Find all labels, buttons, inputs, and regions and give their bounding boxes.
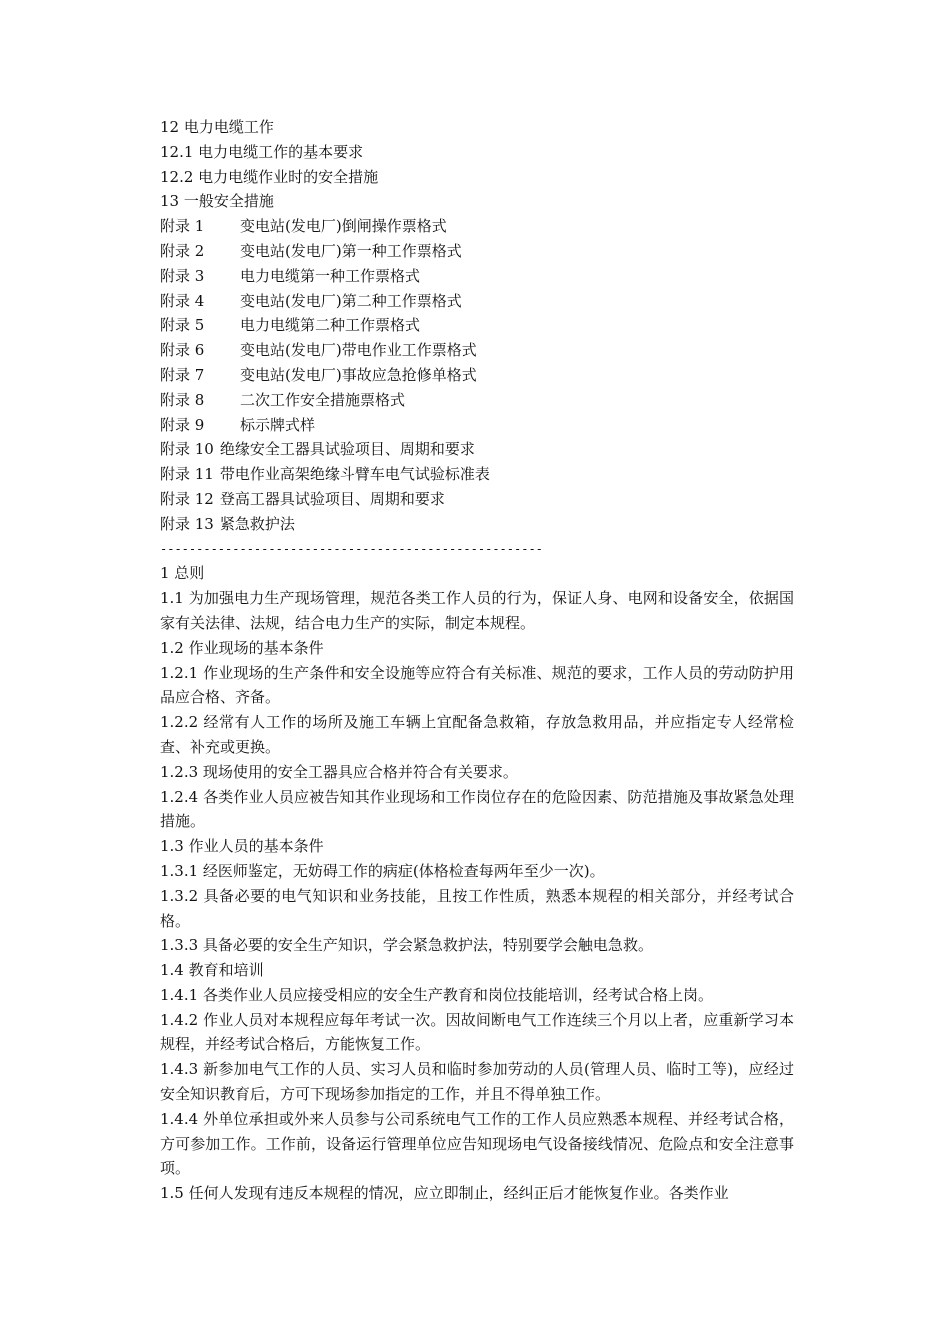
appendix-item	[160, 363, 794, 388]
heading-line: 1 总则	[160, 564, 205, 583]
appendix-item	[160, 487, 794, 512]
appendix-title: 绝缘安全工器具试验项目、周期和要求	[219, 440, 475, 459]
body-text	[160, 561, 794, 1206]
appendix-number: 附录 11	[160, 465, 214, 484]
appendix-title: 变电站(发电厂)事故应急抢修单格式	[240, 365, 477, 384]
appendix-title: 变电站(发电厂)带电作业工作票格式	[240, 341, 477, 360]
heading-line: 1.3 作业人员的基本条件	[160, 837, 324, 856]
appendix-number: 附录 5	[160, 316, 205, 335]
appendix-item	[160, 512, 794, 537]
paragraph: 1.4.3 新参加电气工作的人员、实习人员和临时参加劳动的人员(管理人员、临时工等)，应经过安全知识教育后，方可下现场参加指定的工作，并且不得单独工作。	[160, 1060, 794, 1104]
appendix-title: 标示牌式样	[240, 415, 316, 434]
paragraph: 1.2.3 现场使用的安全工器具应合格并符合有关要求。	[160, 762, 518, 781]
appendix-item	[160, 214, 794, 239]
paragraph: 1.4.2 作业人员对本规程应每年考试一次。因故间断电气工作连续三个月以上者，应重新学习本规程，并经考试合格后，方能恢复工作。	[160, 1010, 794, 1054]
appendix-number: 附录 12	[160, 489, 214, 508]
appendix-title: 二次工作安全措施票格式	[240, 390, 406, 409]
appendix-number: 附录 13	[160, 514, 214, 533]
paragraph: 1.2.1 作业现场的生产条件和安全设施等应符合有关标准、规范的要求，工作人员的劳动防护用品应合格、齐备。	[160, 663, 794, 707]
paragraph: 1.2.2 经常有人工作的场所及施工车辆上宜配备急救箱，存放急救用品，并应指定专人经常检查、补充或更换。	[160, 713, 794, 756]
appendix-item	[160, 388, 794, 413]
appendix-number: 附录 4	[160, 291, 205, 310]
appendix-title: 电力电缆第一种工作票格式	[240, 266, 421, 285]
appendix-item	[160, 462, 794, 487]
appendix-title: 变电站(发电厂)第一种工作票格式	[240, 241, 462, 260]
paragraph: 1.3.2 具备必要的电气知识和业务技能，且按工作性质，熟悉本规程的相关部分，并经考试合格。	[160, 886, 794, 930]
heading-line: 1.4 教育和培训	[160, 961, 264, 980]
appendix-item	[160, 239, 794, 264]
paragraph: 1.3.3 具备必要的安全生产知识，学会紧急救护法，特别要学会触电急救。	[160, 936, 653, 955]
paragraph: 1.2.4 各类作业人员应被告知其作业现场和工作岗位存在的危险因素、防范措施及事故紧急处理措施。	[160, 787, 794, 831]
appendix-number: 附录 7	[160, 365, 205, 384]
appendix-item	[160, 338, 794, 363]
toc-line: 12 电力电缆工作	[160, 118, 274, 136]
paragraph: 1.1 为加强电力生产现场管理，规范各类工作人员的行为，保证人身、电网和设备安全，依据国家有关法律、法规，结合电力生产的实际，制定本规程。	[160, 589, 794, 632]
appendix-title: 电力电缆第二种工作票格式	[240, 316, 421, 335]
appendix-title: 变电站(发电厂)倒闸操作票格式	[240, 217, 447, 236]
section-divider: -----------------------------------------------------	[160, 541, 543, 556]
appendix-item	[160, 264, 794, 289]
paragraph: 1.4.1 各类作业人员应接受相应的安全生产教育和岗位技能培训，经考试合格上岗。	[160, 985, 713, 1004]
appendix-title: 登高工器具试验项目、周期和要求	[219, 489, 445, 508]
toc-line: 12.2 电力电缆作业时的安全措施	[160, 167, 379, 186]
appendix-number: 附录 10	[160, 440, 214, 459]
appendix-number: 附录 6	[160, 341, 205, 360]
appendix-item	[160, 437, 794, 462]
appendix-title: 变电站(发电厂)第二种工作票格式	[240, 291, 462, 310]
appendix-item	[160, 313, 794, 338]
toc-line: 12.1 电力电缆工作的基本要求	[160, 142, 364, 161]
toc-section	[160, 115, 794, 214]
appendix-item	[160, 413, 794, 438]
appendix-item	[160, 289, 794, 314]
paragraph: 1.5 任何人发现有违反本规程的情况，应立即制止，经纠正后才能恢复作业。各类作业	[160, 1184, 729, 1203]
appendix-number: 附录 8	[160, 390, 205, 409]
document-page	[160, 115, 794, 1206]
appendix-list	[160, 214, 794, 536]
appendix-number: 附录 1	[160, 217, 205, 236]
appendix-number: 附录 3	[160, 266, 205, 285]
appendix-number: 附录 9	[160, 415, 205, 434]
paragraph: 1.3.1 经医师鉴定，无妨碍工作的病症(体格检查每两年至少一次)。	[160, 861, 605, 880]
appendix-number: 附录 2	[160, 241, 205, 260]
toc-line: 13 一般安全措施	[160, 192, 274, 211]
paragraph: 1.4.4 外单位承担或外来人员参与公司系统电气工作的工作人员应熟悉本规程、并经考试合格，方可参加工作。工作前，设备运行管理单位应告知现场电气设备接线情况、危险点和安全注意事项。	[160, 1109, 794, 1178]
appendix-title: 紧急救护法	[219, 514, 295, 533]
appendix-title: 带电作业高架绝缘斗臂车电气试验标准表	[219, 465, 490, 484]
heading-line: 1.2 作业现场的基本条件	[160, 638, 324, 657]
